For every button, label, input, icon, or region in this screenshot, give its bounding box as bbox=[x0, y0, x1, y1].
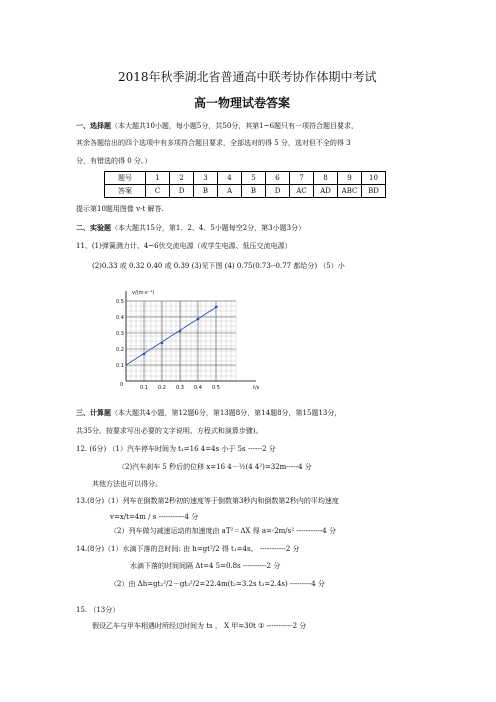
table-cell: 3 bbox=[194, 172, 218, 185]
table-cell: AC bbox=[290, 185, 314, 198]
y-tick-label: 0.3 bbox=[116, 331, 124, 337]
answer-table bbox=[104, 171, 386, 198]
exam-subtitle: 高一物理试卷答案 bbox=[194, 96, 291, 110]
section3-desc: （本大题共4小题，第12题6分，第13题8分，第14题8分，第15题13分， bbox=[111, 409, 342, 417]
q14-line1: 14.(8分)（1）水滴下落的总时间: 由 h=gt²/2 得 t₁=4s。 -----------2 分 bbox=[76, 545, 300, 553]
x-tick-label: 0.2 bbox=[158, 385, 166, 390]
section1-line3: 分，有错选的得 0 分。） bbox=[76, 157, 152, 165]
table-row bbox=[105, 172, 386, 185]
section2-heading: 二、实验题 bbox=[76, 223, 111, 232]
table-cell: A bbox=[218, 185, 242, 198]
table-cell: 题号 bbox=[105, 172, 146, 185]
q13-line2: v=x/t=4m / s -----------4 分 bbox=[110, 513, 199, 521]
table-row bbox=[105, 185, 386, 198]
q15-line2: 假设乙车与甲车相遇时所经过时间为 ts ， X 甲=30t ① -----------2 分 bbox=[92, 622, 307, 630]
q13-line1: 13.(8分)（1）列车在倒数第2秒初的速度等于倒数第3秒内和倒数第2秒内的平均速度 bbox=[76, 497, 339, 505]
table-cell: 10 bbox=[362, 172, 386, 185]
table-cell: ABC bbox=[338, 185, 362, 198]
x-tick-label: 0.4 bbox=[194, 385, 202, 390]
section3-line2: 共35分。按要求写出必要的文字说明、方程式和演算步骤)。 bbox=[76, 427, 263, 435]
table-cell: 5 bbox=[242, 172, 266, 185]
section2-desc: （本大题共15分，第1、2、4、5小题每空2分，第3小题3分） bbox=[111, 224, 306, 232]
y-tick-label: 0.2 bbox=[116, 347, 124, 353]
graph-grid bbox=[126, 301, 236, 381]
vt-graph bbox=[106, 286, 266, 390]
table-cell: D bbox=[170, 185, 194, 198]
table-cell: 9 bbox=[338, 172, 362, 185]
hint-text: 提示第10题用图像 v-t 解答. bbox=[76, 205, 164, 213]
section3-heading: 三、计算题 bbox=[76, 408, 111, 417]
section1-desc: （本大题共10小题，每小题5分，共50分，其第1~6题只有一项符合题目要求， bbox=[111, 122, 359, 130]
q14-line2: 水滴下落的时间间隔 Δt=4 5=0.8s ----------2 分 bbox=[130, 562, 281, 570]
table-cell: BD bbox=[362, 185, 386, 198]
q13-line3: （2）列车做匀减速运动的加速度由 aT²＝ΔX 得 a=-2m/s² -----------4 分 bbox=[110, 527, 336, 535]
x-tick-label: 0.5 bbox=[212, 385, 220, 390]
table-cell: 答案 bbox=[105, 185, 146, 198]
q12-line1: 12. (6分) （1）汽车停车时间为 t₁=16 4=4s 小于 5s ------2 分 bbox=[76, 445, 276, 453]
table-cell: 1 bbox=[146, 172, 170, 185]
section2-line1 bbox=[76, 223, 305, 233]
q12-line2: （2)汽车刹车 5 秒后的位移 x=16 4－½(4 4²)=32m-----4 分 bbox=[118, 463, 312, 471]
data-point bbox=[179, 330, 182, 333]
table-cell: B bbox=[242, 185, 266, 198]
x-tick-label: 0.3 bbox=[176, 385, 184, 390]
section3-line1 bbox=[76, 408, 341, 418]
section1-heading: 一、选择题 bbox=[76, 121, 111, 130]
x-tick-label: 0.1 bbox=[140, 385, 148, 390]
table-cell: AD bbox=[314, 185, 338, 198]
y-tick-label: 0.5 bbox=[116, 299, 124, 305]
q11-line2: (2)0.33 或 0.32 0.40 或 0.39 (3)见下图 (4) 0.75(0.73--0.77 都给分) （5）小 bbox=[92, 262, 345, 270]
table-cell: B bbox=[194, 185, 218, 198]
table-cell: 7 bbox=[290, 172, 314, 185]
y-tick-label: 0.4 bbox=[116, 315, 124, 321]
table-cell: D bbox=[266, 185, 290, 198]
data-point bbox=[215, 306, 218, 309]
table-cell: 4 bbox=[218, 172, 242, 185]
q15-line1: 15. （13分） bbox=[76, 606, 120, 614]
exam-title: 2018年秋季湖北省普通高中联考协作体期中考试 bbox=[118, 70, 377, 84]
origin-label: 0 bbox=[120, 382, 124, 388]
table-cell: 8 bbox=[314, 172, 338, 185]
section1-line1 bbox=[76, 121, 358, 131]
data-point bbox=[161, 342, 164, 345]
q11-line1: 11、(1)弹簧测力计、4~6伏交流电源（或学生电源、低压交流电源） bbox=[76, 242, 292, 250]
y-tick-label: 0.1 bbox=[116, 363, 124, 369]
q12-line3: 其他方法也可以得分。 bbox=[92, 480, 162, 488]
table-cell: 6 bbox=[266, 172, 290, 185]
q14-line3: （2）由 Δh=gt₂²/2－gt₃²/2=22.4m(t₂=3.2s t₃=2.4s) ---------4 分 bbox=[110, 580, 325, 588]
data-point bbox=[143, 353, 146, 356]
data-point bbox=[197, 318, 200, 321]
table-cell: 2 bbox=[170, 172, 194, 185]
section1-line2: 其余各题给出的四个选项中有多项符合题目要求，全部选对的得 5 分，选对但不全的得 3 bbox=[76, 139, 351, 147]
x-axis-label: t/s bbox=[253, 385, 260, 390]
table-cell: C bbox=[146, 185, 170, 198]
y-axis-label: v/(m·s⁻¹) bbox=[132, 290, 155, 296]
